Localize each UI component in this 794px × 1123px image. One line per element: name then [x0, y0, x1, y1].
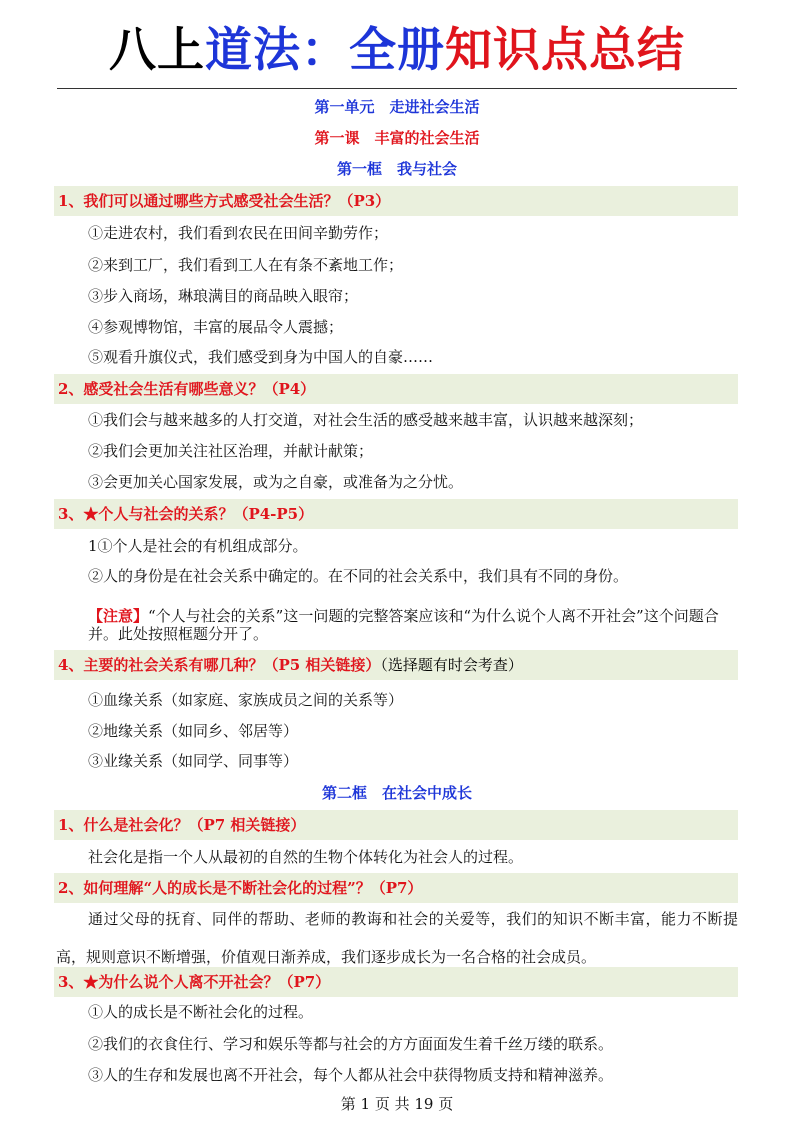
answer-item: ③会更加关心国家发展，或为之自豪，或准备为之分忧。	[88, 473, 464, 491]
answer-item: 1①个人是社会的有机组成部分。	[88, 537, 308, 555]
question-heading: 2、如何理解“人的成长是不断社会化的过程”？（P7）	[54, 873, 738, 903]
answer-item: ②我们会更加关注社区治理，并献计献策；	[88, 442, 374, 460]
title-part-blue: 道法：全册	[205, 23, 445, 78]
answer-item: ③人的生存和发展也离不开社会，每个人都从社会中获得物质支持和精神滋养。	[88, 1066, 614, 1084]
question-heading	[54, 650, 738, 680]
question-note: （选择题有时会考查）	[380, 656, 523, 674]
answer-item: ②我们的衣食住行、学习和娱乐等都与社会的方方面面发生着千丝万缕的联系。	[88, 1035, 614, 1053]
answer-item: ②来到工厂，我们看到工人在有条不紊地工作；	[88, 256, 404, 274]
answer-item: ④参观博物馆，丰富的展品令人震撼；	[88, 318, 344, 336]
answer-item: ①血缘关系（如家庭、家族成员之间的关系等）	[88, 691, 404, 709]
question-title: 4、主要的社会关系有哪几种？（P5 相关链接）	[58, 656, 381, 674]
answer-item: ①我们会与越来越多的人打交道，对社会生活的感受越来越丰富，认识越来越深刻；	[88, 411, 644, 429]
answer-item: ③业缘关系（如同学、同事等）	[88, 752, 299, 770]
title-divider	[57, 88, 737, 89]
lesson-heading: 第一课 丰富的社会生活	[314, 129, 480, 147]
question-heading: 1、什么是社会化？（P7 相关链接）	[54, 810, 738, 840]
title-part-red: 知识点总结	[445, 23, 685, 78]
answer-item: ②人的身份是在社会关系中确定的。在不同的社会关系中，我们具有不同的身份。	[88, 567, 629, 585]
page-footer: 第 1 页 共 19 页	[340, 1095, 454, 1113]
frame2-heading: 第二框 在社会中成长	[321, 784, 472, 802]
page-title	[0, 20, 794, 82]
answer-item: ②地缘关系（如同乡、邻居等）	[88, 722, 299, 740]
frame1-heading: 第一框 我与社会	[336, 160, 457, 178]
answer-item: ⑤观看升旗仪式，我们感受到身为中国人的自豪……	[88, 348, 434, 366]
answer-item: ①人的成长是不断社会化的过程。	[88, 1003, 314, 1021]
answer-item: ③步入商场，琳琅满目的商品映入眼帘；	[88, 287, 359, 305]
note-tag: 【注意】	[88, 607, 149, 625]
question-heading: 3、★为什么说个人离不开社会？（P7）	[54, 967, 738, 997]
answer-item: ①走进农村，我们看到农民在田间辛勤劳作；	[88, 224, 389, 242]
note-box	[88, 607, 728, 643]
question-heading: 3、★个人与社会的关系？（P4-P5）	[54, 499, 738, 529]
answer-paragraph: 通过父母的抚育、同伴的帮助、老师的教诲和社会的关爱等，我们的知识不断丰富，能力不断提高，规则意识不断增强，价值观日渐养成，我们逐步成长为一名合格的社会成员。	[56, 910, 738, 966]
question-heading: 1、我们可以通过哪些方式感受社会生活？（P3）	[54, 186, 738, 216]
unit-heading: 第一单元 走进社会生活	[314, 98, 480, 116]
answer-text: 社会化是指一个人从最初的自然的生物个体转化为社会人的过程。	[88, 848, 524, 866]
question-heading: 2、感受社会生活有哪些意义？（P4）	[54, 374, 738, 404]
title-part-black: 八上	[109, 23, 205, 78]
note-text: “个人与社会的关系”这一问题的完整答案应该和“为什么说个人离不开社会”这个问题合并。此处按照框题分开了。	[88, 607, 719, 643]
